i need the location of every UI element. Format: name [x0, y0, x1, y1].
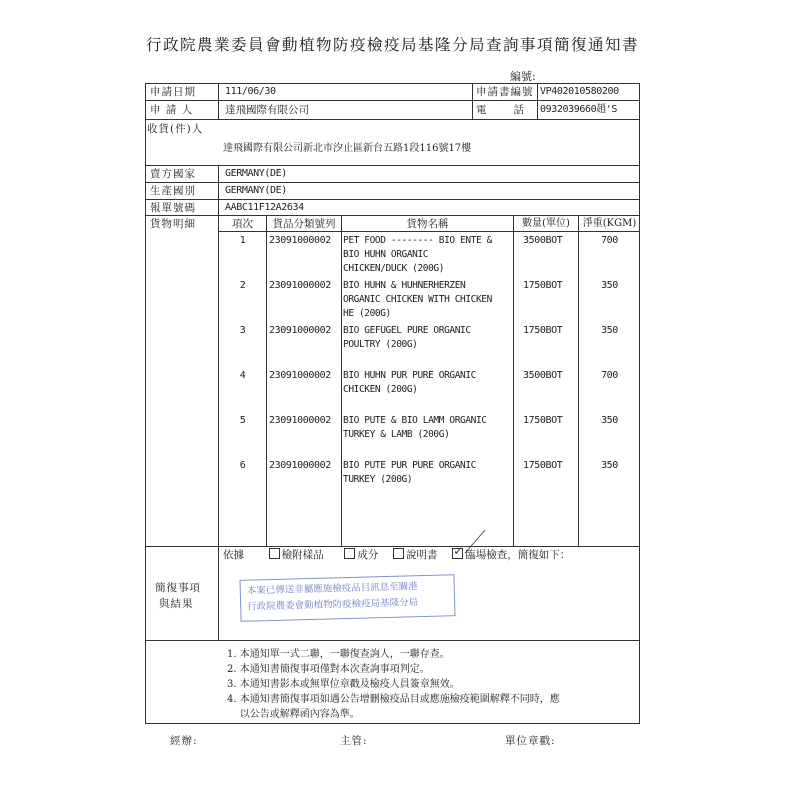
row-qty: 1750BOT [523, 325, 563, 336]
row-name: BIO PUTE PUR PURE ORGANIC TURKEY (200G) [343, 460, 476, 485]
declaration-no-value: AABC11F12A2634 [225, 202, 304, 213]
origin-country-value: GERMANY(DE) [225, 185, 287, 196]
row-code: 23091000002 [269, 460, 331, 471]
option-sample[interactable]: 檢附樣品 [269, 549, 324, 561]
row-item: 6 [239, 460, 246, 471]
consignee-value: 達飛國際有限公司新北市汐止區新台五路1段116號17樓 [223, 143, 472, 154]
row-qty: 1750BOT [523, 280, 563, 291]
col-header-qty: 數量(單位) [522, 218, 570, 229]
phone-label: 電 話 [476, 104, 526, 116]
official-stamp: 本案已傳送非屬應施檢疫品目訊息至關港 行政院農委會動植物防疫檢疫局基隆分局 [239, 574, 455, 622]
seller-country-value: GERMANY(DE) [225, 168, 287, 179]
application-no-value: VP402010580200 [540, 86, 619, 97]
reply-label-line2: 與結果 [159, 598, 194, 610]
unit-seal-label: 單位章戳: [505, 735, 556, 747]
option-ingredients[interactable]: 成分 [344, 549, 378, 561]
applicant-value: 達飛國際有限公司 [225, 104, 309, 116]
row-code: 23091000002 [269, 280, 331, 291]
checked-checkbox-icon[interactable] [452, 548, 463, 559]
note-1: 1. 本通知單一式二聯，一聯復查詢人，一聯存查。 [227, 649, 450, 660]
row-code: 23091000002 [269, 235, 331, 246]
col-header-item: 項次 [232, 218, 253, 230]
row-code: 23091000002 [269, 370, 331, 381]
row-weight: 350 [601, 325, 618, 336]
row-qty: 3500BOT [523, 370, 563, 381]
checkbox-icon[interactable] [269, 548, 280, 559]
basis-label: 依據 [223, 549, 244, 561]
row-weight: 350 [601, 415, 618, 426]
checkbox-icon[interactable] [393, 548, 404, 559]
row-weight: 700 [601, 370, 618, 381]
row-name: BIO HUHN PUR PURE ORGANIC CHICKEN (200G) [343, 370, 476, 395]
basis-row [223, 548, 570, 562]
row-name: PET FOOD -------- BIO ENTE & BIO HUHN ORGANIC CHICKEN/DUCK (200G) [343, 235, 492, 274]
col-header-code: 貨品分類號列 [272, 218, 336, 230]
note-4-cont: 以公告或解釋函內容為準。 [227, 709, 360, 720]
row-code: 23091000002 [269, 325, 331, 336]
seller-country-label: 賣方國家 [150, 168, 196, 180]
row-code: 23091000002 [269, 415, 331, 426]
application-no-label: 申請書編號 [476, 86, 534, 98]
supervisor-signature-label: 主管: [340, 735, 368, 747]
row-weight: 350 [601, 280, 618, 291]
reference-number-label: 編號: [510, 70, 536, 83]
application-date-value: 111/06/30 [225, 86, 276, 97]
row-qty: 1750BOT [523, 415, 563, 426]
origin-country-label: 生產國別 [150, 185, 196, 197]
application-date-label: 申請日期 [150, 86, 196, 98]
row-weight: 700 [601, 235, 618, 246]
row-item: 2 [239, 280, 246, 291]
note-4: 4. 本通知書簡復事項如遇公告增刪檢疫品目或應施檢疫範圍解釋不同時，應 [227, 694, 560, 705]
applicant-label: 申 請 人 [150, 104, 194, 116]
document-title: 行政院農業委員會動植物防疫檢疫局基隆分局查詢事項簡復通知書 [145, 36, 639, 54]
row-qty: 1750BOT [523, 460, 563, 471]
note-3: 3. 本通知書影本或無單位章戳及檢疫人員簽章無效。 [227, 679, 460, 690]
phone-value: 0932039660趙'S [540, 104, 618, 115]
row-qty: 3500BOT [523, 235, 563, 246]
consignee-label: 收貨(件)人 [147, 123, 204, 135]
row-item: 1 [239, 235, 246, 246]
row-weight: 350 [601, 460, 618, 471]
option-onsite-inspection[interactable]: ✓ 臨場檢查，簡復如下： [452, 549, 570, 561]
row-item: 4 [239, 370, 246, 381]
col-header-weight: 淨重(KGM) [582, 218, 637, 229]
row-item: 5 [239, 415, 246, 426]
reply-label-line1: 簡復事項 [155, 582, 201, 594]
goods-detail-label: 貨物明細 [150, 218, 196, 230]
col-header-name: 貨物名稱 [406, 218, 449, 230]
notice-document [145, 25, 640, 780]
row-item: 3 [239, 325, 246, 336]
row-name: BIO GEFUGEL PURE ORGANIC POULTRY (200G) [343, 325, 471, 350]
checkbox-icon[interactable] [344, 548, 355, 559]
note-2: 2. 本通知書簡復事項僅對本次查詢事項判定。 [227, 664, 430, 675]
handler-signature-label: 經辦: [170, 735, 198, 747]
option-manual[interactable]: 說明書 [393, 549, 438, 561]
row-name: BIO PUTE & BIO LAMM ORGANIC TURKEY & LAMB (200G) [343, 415, 487, 440]
declaration-no-label: 報單號碼 [150, 202, 196, 214]
row-name: BIO HUHN & HUHNERHERZEN ORGANIC CHICKEN WITH CHICKEN HE (200G) [343, 280, 492, 319]
